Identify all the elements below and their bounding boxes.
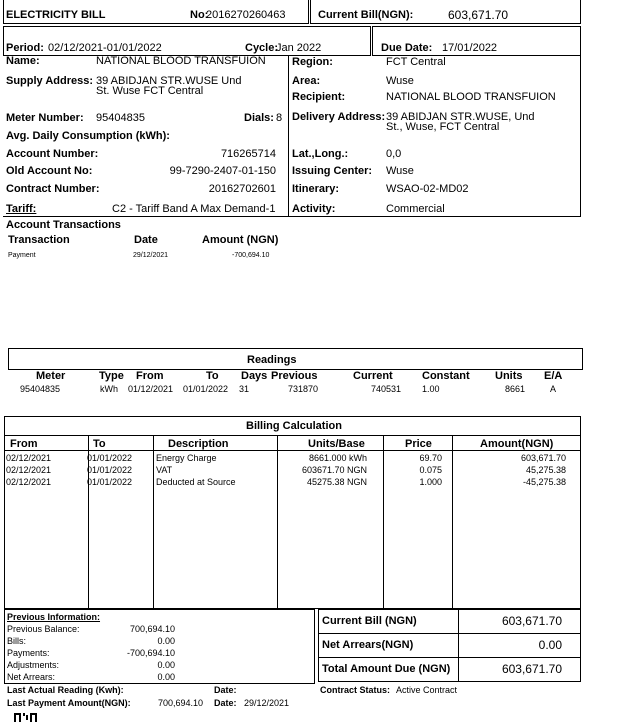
issuing-center-value: Wuse (386, 165, 414, 177)
totals-row-line-1 (318, 633, 581, 634)
cycle-value: Jan 2022 (276, 42, 322, 54)
last-reading-date-label: Date: (214, 685, 237, 695)
old-account-value: 99-7290-2407-01-150 (169, 165, 276, 177)
billing-row-from: 02/12/2021 (6, 453, 52, 463)
billing-row-amount: -45,275.38 (522, 477, 566, 487)
readings-header-from: From (136, 370, 164, 382)
delivery-address-line1: 39 ABIDJAN STR.WUSE, Und (386, 111, 535, 123)
due-date-label: Due Date: (381, 42, 433, 54)
contract-number-value: 20162702601 (208, 183, 276, 195)
billing-header-amount: Amount(NGN) (480, 438, 554, 450)
area-label: Area: (292, 75, 321, 87)
meter-number-value: 95404835 (96, 112, 145, 124)
transaction-row-type: Payment (8, 252, 36, 259)
totals-row-line-2 (318, 657, 581, 658)
account-number-label: Account Number: (6, 148, 99, 160)
current-bill-label: Current Bill(NGN): (318, 9, 414, 21)
bill-no-label: No: (190, 9, 209, 21)
period-value: 02/12/2021-01/01/2022 (48, 42, 162, 54)
previous-balance-label: Previous Balance: (7, 624, 80, 634)
readings-header-units: Units (495, 370, 523, 382)
transactions-header-amount: Amount (NGN) (202, 234, 279, 246)
bills-value: 0.00 (157, 636, 175, 646)
billing-col-line-3 (277, 435, 278, 609)
billing-row-units: 8661.000 kWh (308, 453, 367, 463)
activity-value: Commercial (386, 203, 445, 215)
billing-header-to: To (93, 438, 106, 450)
adjustments-value: 0.00 (157, 660, 175, 670)
billing-row-description: Energy Charge (156, 453, 217, 463)
readings-header-ea: E/A (544, 370, 563, 382)
billing-row-from: 02/12/2021 (6, 477, 52, 487)
billing-row-amount: 603,671.70 (520, 453, 566, 463)
billing-row-to: 01/01/2022 (87, 453, 133, 463)
readings-row-ea: A (550, 384, 557, 394)
region-label: Region: (292, 56, 333, 68)
meter-number-label: Meter Number: (6, 112, 84, 124)
readings-row-meter: 95404835 (20, 384, 61, 394)
billing-row-price: 69.70 (419, 453, 442, 463)
region-value: FCT Central (386, 56, 446, 68)
readings-row-units: 8661 (505, 384, 526, 394)
area-value: Wuse (386, 75, 414, 87)
recipient-value: NATIONAL BLOOD TRANSFUION (386, 91, 556, 103)
old-account-label: Old Account No: (6, 165, 93, 177)
billing-row-to: 01/01/2022 (87, 477, 133, 487)
last-payment-date-value: 29/12/2021 (244, 698, 290, 708)
billing-title: Billing Calculation (246, 420, 342, 432)
transactions-title: Account Transactions (6, 219, 121, 231)
last-payment-date-label: Date: (214, 698, 237, 708)
info-bottom-line (3, 216, 581, 217)
billing-row-price: 1.000 (419, 477, 442, 487)
previous-balance-value: 700,694.10 (129, 624, 175, 634)
info-divider (288, 56, 289, 217)
totals-current-bill-label: Current Bill (NGN) (322, 615, 417, 627)
readings-header-constant: Constant (422, 370, 470, 382)
name-value: NATIONAL BLOOD TRANSFUION (96, 55, 266, 67)
payments-label: Payments: (7, 648, 50, 658)
readings-header-previous: Previous (271, 370, 318, 382)
info-right-border (580, 56, 581, 217)
delivery-address-line2: St., Wuse, FCT Central (386, 121, 500, 133)
billing-header-line (4, 450, 581, 451)
dials-value: 8 (276, 112, 283, 124)
latlong-value: 0,0 (386, 148, 402, 160)
billing-row-price: 0.075 (419, 465, 442, 475)
supply-address-line1: 39 ABIDJAN STR.WUSE Und (96, 75, 242, 87)
readings-row-constant: 1.00 (422, 384, 440, 394)
cycle-label: Cycle: (245, 42, 279, 54)
billing-row-description: Deducted at Source (156, 477, 236, 487)
transaction-row-amount: -700,694.10 (232, 252, 270, 259)
totals-divider (458, 609, 459, 682)
readings-row-days: 31 (239, 384, 250, 394)
period-label: Period: (6, 42, 44, 54)
readings-header-to: To (206, 370, 219, 382)
totals-total-due-value: 603,671.70 (501, 662, 562, 676)
itinerary-label: Itinerary: (292, 183, 340, 195)
billing-row-units: 603671.70 NGN (301, 465, 367, 475)
readings-row-type: kWh (100, 384, 118, 394)
latlong-label: Lat.,Long.: (292, 148, 349, 160)
readings-header-days: Days (241, 370, 268, 382)
tariff-label: Tariff: (6, 203, 37, 215)
billing-row-to: 01/01/2022 (87, 465, 133, 475)
totals-total-due-label: Total Amount Due (NGN) (322, 663, 451, 675)
dials-label: Dials: (244, 112, 274, 124)
account-number-value: 716265714 (220, 148, 276, 160)
adjustments-label: Adjustments: (7, 660, 60, 670)
billing-col-line-2 (153, 435, 154, 609)
readings-header-type: Type (99, 370, 124, 382)
billing-col-line-5 (452, 435, 453, 609)
net-arrears-label: Net Arrears: (7, 672, 56, 682)
previous-info-title: Previous Information: (7, 612, 101, 622)
billing-header-units: Units/Base (308, 438, 365, 450)
itinerary-value: WSAO-02-MD02 (386, 183, 469, 195)
bills-label: Bills: (7, 636, 27, 646)
qr-code-icon (14, 713, 38, 722)
billing-title-line (4, 435, 581, 436)
activity-label: Activity: (292, 203, 336, 215)
totals-current-bill-value: 603,671.70 (501, 614, 562, 628)
net-arrears-value: 0.00 (157, 672, 175, 682)
readings-header-current: Current (353, 370, 393, 382)
transaction-row-date: 29/12/2021 (133, 252, 169, 259)
avg-consumption-label: Avg. Daily Consumption (kWh): (6, 130, 170, 142)
contract-status-label: Contract Status: (320, 685, 391, 695)
tariff-value: C2 - Tariff Band A Max Demand-1 (112, 203, 276, 215)
due-date-value: 17/01/2022 (442, 42, 498, 54)
readings-row-from: 01/12/2021 (128, 384, 174, 394)
billing-row-from: 02/12/2021 (6, 465, 52, 475)
totals-net-arrears-value: 0.00 (538, 638, 562, 652)
billing-col-line-4 (383, 435, 384, 609)
billing-header-from: From (10, 438, 38, 450)
bill-title: ELECTRICITY BILL (6, 9, 106, 21)
contract-status-value: Active Contract (396, 685, 458, 695)
readings-row-previous: 731870 (288, 384, 319, 394)
delivery-address-label: Delivery Address: (292, 111, 386, 123)
transactions-header-date: Date (134, 234, 158, 246)
name-label: Name: (6, 55, 40, 67)
billing-row-description: VAT (156, 465, 173, 475)
recipient-label: Recipient: (292, 91, 346, 103)
current-bill-value: 603,671.70 (448, 8, 509, 22)
billing-row-amount: 45,275.38 (525, 465, 566, 475)
readings-header-meter: Meter (36, 370, 66, 382)
supply-address-label: Supply Address: (6, 75, 93, 87)
billing-header-description: Description (168, 438, 229, 450)
last-reading-label: Last Actual Reading (Kwh): (7, 685, 124, 695)
billing-row-units: 45275.38 NGN (306, 477, 367, 487)
issuing-center-label: Issuing Center: (292, 165, 373, 177)
last-payment-label: Last Payment Amount(NGN): (7, 698, 131, 708)
contract-number-label: Contract Number: (6, 183, 100, 195)
transactions-header-transaction: Transaction (8, 234, 70, 246)
readings-row-current: 740531 (371, 384, 402, 394)
last-payment-value: 700,694.10 (158, 698, 204, 708)
payments-value: -700,694.10 (126, 648, 175, 658)
bill-no-value: 2016270260463 (206, 9, 286, 21)
billing-header-price: Price (405, 438, 432, 450)
supply-address-line2: St. Wuse FCT Central (96, 85, 204, 97)
readings-row-to: 01/01/2022 (183, 384, 229, 394)
readings-title: Readings (247, 354, 297, 366)
totals-net-arrears-label: Net Arrears(NGN) (322, 639, 414, 651)
